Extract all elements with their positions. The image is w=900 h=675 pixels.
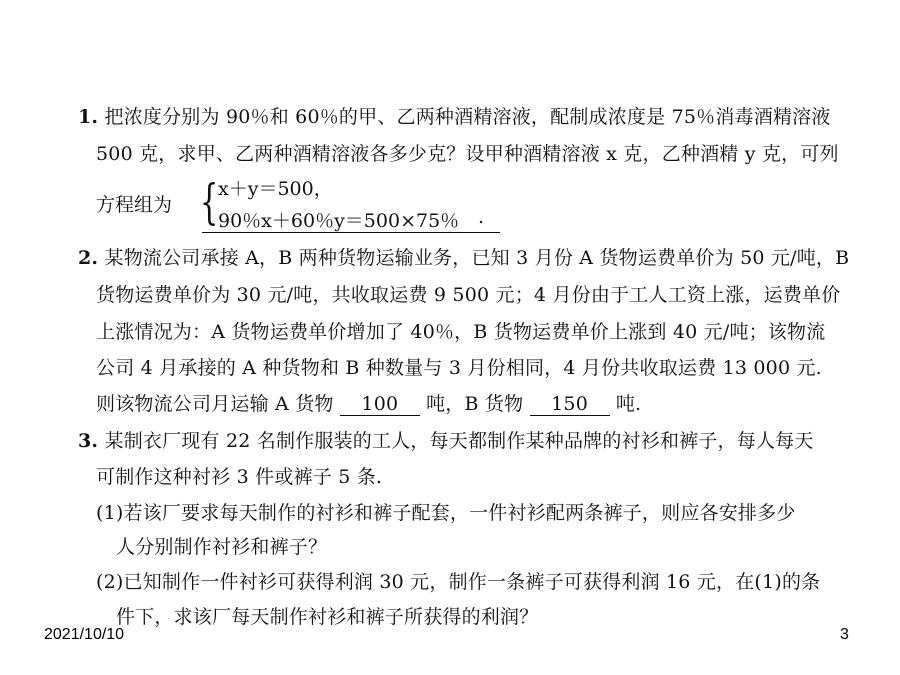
equation-prefix: 方程组为	[96, 194, 173, 216]
problem-3-sub-1-line-1: (1)若该厂要求每天制作的衬衫和裤子配套，一件衬衫配两条裤子，则应各安排多少	[96, 502, 796, 524]
answer-underline	[202, 232, 500, 233]
problem-3-sub-2-line-1: (2)已知制作一件衬衫可获得利润 30 元，制作一条裤子可获得利润 16 元，在(1)的条	[96, 571, 821, 593]
problem-3-text-1: 某制衣厂现有 22 名制作服装的工人，每天都制作某种品牌的衬衫和裤子，每人每天	[104, 430, 814, 452]
problem-3-number: 3.	[78, 430, 99, 452]
problem-2-text-5a: 则该物流公司月运输 A 货物	[96, 393, 334, 415]
equation-end-period: .	[478, 206, 485, 228]
problem-3-line-2: 可制作这种衬衫 3 件或裤子 5 条.	[96, 466, 383, 488]
brace-symbol: {	[200, 174, 219, 230]
problem-2-text-1: 某物流公司承接 A，B 两种货物运输业务，已知 3 月份 A 货物运费单价为 50 元/吨，B	[104, 247, 850, 269]
problem-2-line-2: 货物运费单价为 30 元/吨，共收取运费 9 500 元；4 月份由于工人工资上涨，运费单价	[96, 284, 841, 306]
answer-b-blank: 150	[530, 393, 610, 416]
footer-date: 2021/10/10	[44, 626, 125, 643]
problem-2-line-1	[78, 245, 849, 271]
problem-1-line-1	[78, 104, 831, 130]
problem-3-sub-1-line-2: 人分别制作衬衫和裤子？	[116, 536, 328, 558]
equation-1: x＋y＝500，	[218, 178, 333, 200]
problem-2-text-5b: 吨，B 货物	[426, 393, 524, 415]
equation-system	[96, 172, 516, 238]
problem-1-line-2: 500 克，求甲、乙两种酒精溶液各多少克？设甲种酒精溶液 x 克，乙种酒精 y 克，可列	[96, 143, 839, 165]
problem-2-text-5c: 吨.	[615, 393, 642, 415]
equation-2: 90％x＋60％y＝500×75％	[218, 210, 460, 232]
footer-page-number: 3	[840, 626, 849, 643]
problem-1-number: 1.	[78, 106, 99, 128]
problem-2-line-4: 公司 4 月承接的 A 种货物和 B 种数量与 3 月份相同，4 月份共收取运费 13 000 元.	[96, 357, 822, 379]
problem-1-text-1: 把浓度分别为 90％和 60％的甲、乙两种酒精溶液，配制成浓度是 75％消毒酒精溶液	[104, 106, 831, 128]
problem-2-line-5	[96, 391, 641, 417]
problem-3-line-1	[78, 428, 814, 454]
answer-a-blank: 100	[340, 393, 420, 416]
problem-2-number: 2.	[78, 247, 99, 269]
problem-3-sub-2-line-2: 件下，求该厂每天制作衬衫和裤子所获得的利润？	[116, 606, 539, 628]
problem-2-line-3: 上涨情况为：A 货物运费单价增加了 40％，B 货物运费单价上涨到 40 元/吨；该物流	[96, 321, 826, 343]
